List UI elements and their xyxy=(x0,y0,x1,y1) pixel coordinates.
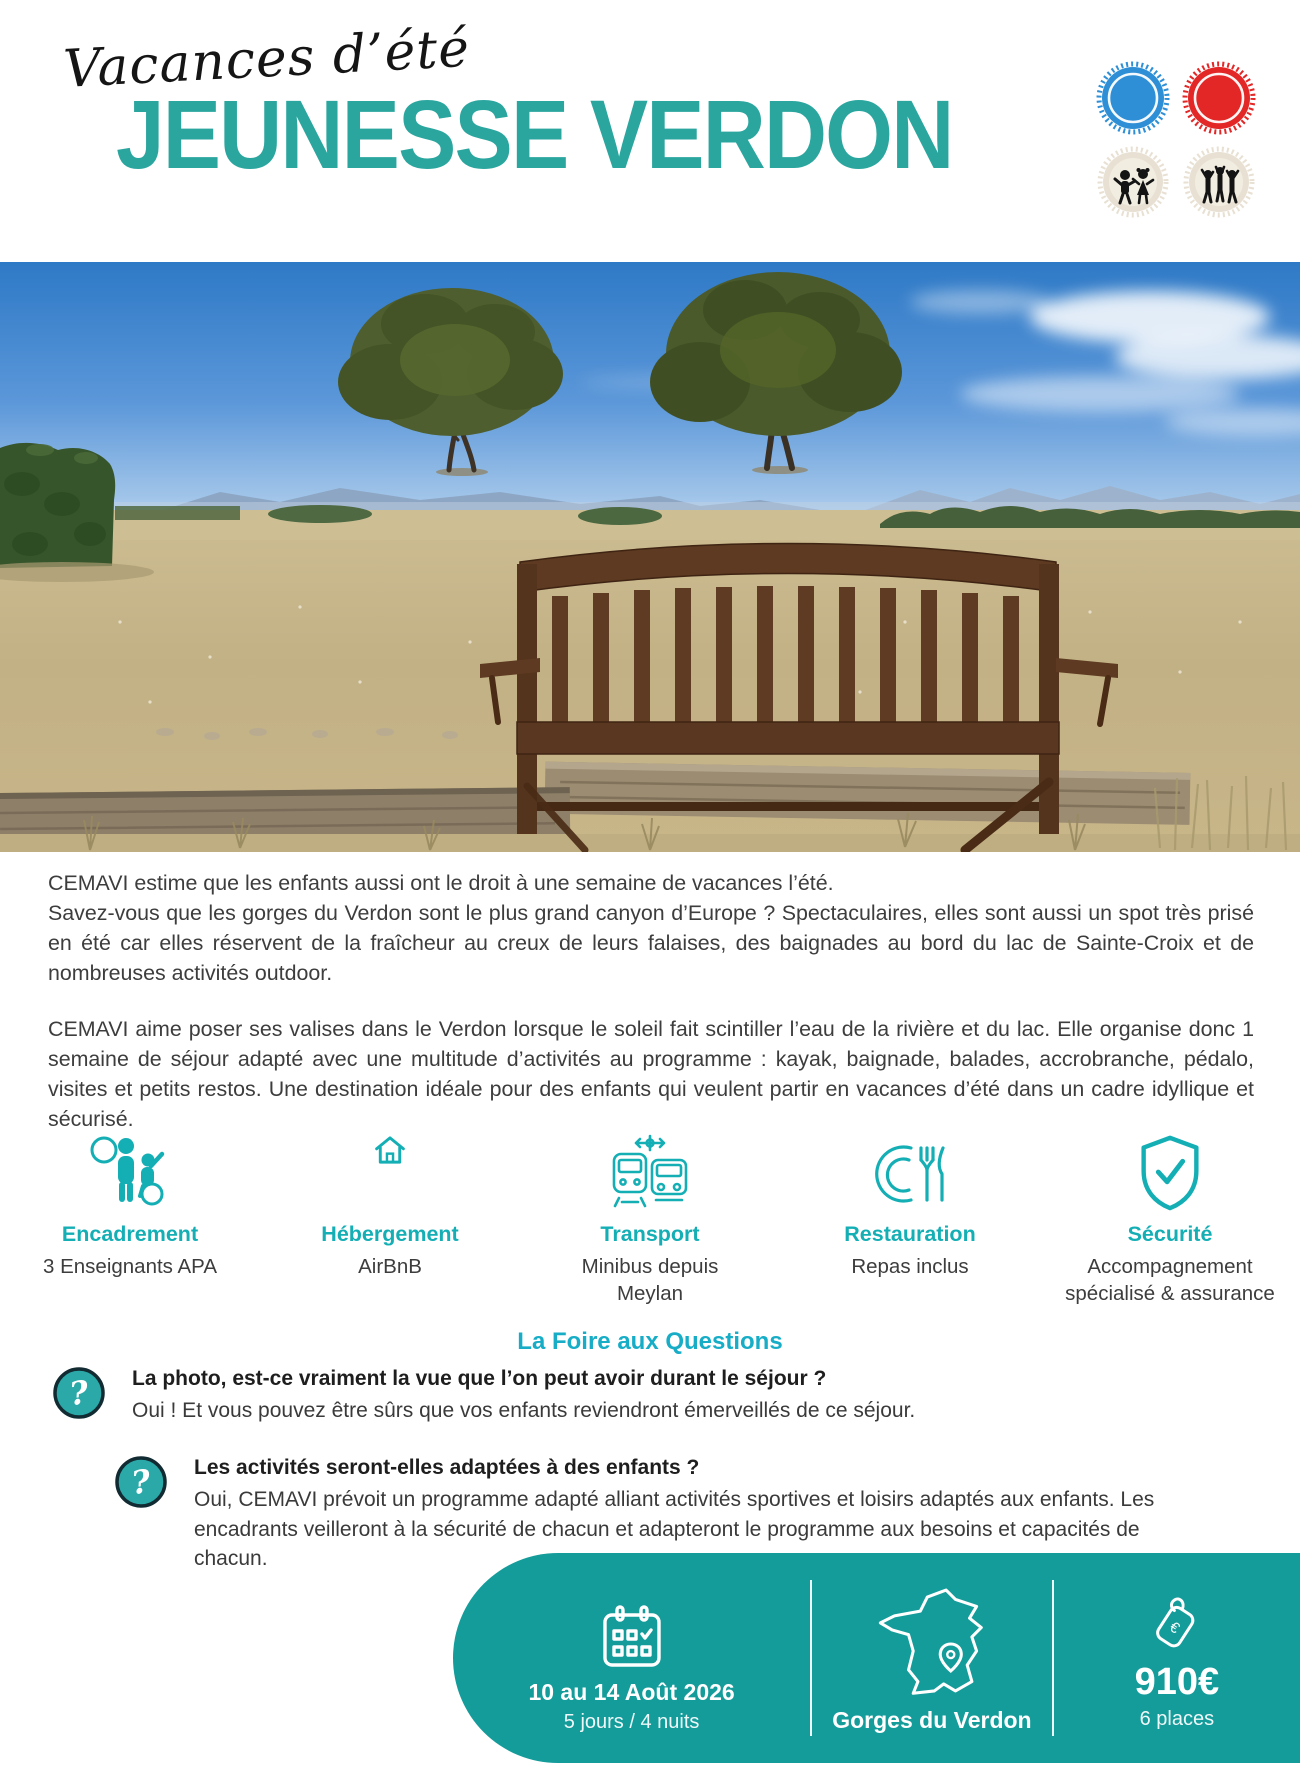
calendar-icon xyxy=(597,1603,667,1671)
intro-section xyxy=(48,868,1254,1134)
page-title: JEUNESSE VERDON xyxy=(116,80,953,189)
intro-line-1: CEMAVI estime que les enfants aussi ont le droit à une semaine de vacances l’été. xyxy=(48,871,834,895)
feature-title: Transport xyxy=(600,1222,700,1246)
location-label: Gorges du Verdon xyxy=(832,1707,1032,1733)
feature-detail: Accompagnement spécialisé & assurance xyxy=(1065,1255,1275,1306)
faq-item xyxy=(50,1363,1220,1426)
red-stamp-icon xyxy=(1178,58,1260,138)
banner-price xyxy=(1054,1553,1300,1763)
svg-text:?: ? xyxy=(129,1461,153,1503)
feature-title: Restauration xyxy=(844,1222,976,1246)
intro-line-2: Savez-vous que les gorges du Verdon sont le plus grand canyon d’Europe ? Spectaculaires, elles sont aussi un spot très prisé en été car elles réservent de la fraîcheur au creux de leurs falaises, des baignades au bord du lac de Sainte-Croix et de nombreuses activités outdoor. xyxy=(48,901,1254,985)
banner-location xyxy=(812,1553,1052,1763)
features-row xyxy=(0,1132,1300,1307)
feature-encadrement xyxy=(0,1132,260,1307)
kids-stamp-icon xyxy=(1092,142,1174,222)
question-icon xyxy=(50,1363,108,1423)
transport-icon xyxy=(606,1132,694,1212)
intro-paragraph-1 xyxy=(48,868,1254,988)
feature-title: Encadrement xyxy=(61,1222,199,1246)
intro-paragraph-2: CEMAVI aime poser ses valises dans le Verdon lorsque le soleil fait scintiller l’eau de la rivière et du lac. Elle organise donc 1 semaine de séjour adapté avec une multitude d’activités au programme : kayak, baignade, balades, accrobranche, pédalo, visites et petits restos. Une destination idéale pour des enfants qui veulent partir en vacances d’été dans un cadre idyllique et sécurisé. xyxy=(48,1017,1254,1131)
landscape-photo xyxy=(0,262,1300,852)
faq-answer: Oui ! Et vous pouvez être sûrs que vos enfants reviendront émerveillés de ce séjour. xyxy=(132,1399,916,1423)
meal-icon xyxy=(868,1132,952,1216)
info-banner xyxy=(453,1553,1300,1763)
feature-title: Sécurité xyxy=(1127,1222,1213,1246)
script-title: Vacances d’été xyxy=(62,18,472,100)
question-icon xyxy=(112,1452,170,1512)
svg-text:?: ? xyxy=(67,1372,91,1414)
header xyxy=(0,0,1300,262)
faq-question: La photo, est-ce vraiment la vue que l’on peut avoir durant le séjour ? xyxy=(132,1367,827,1390)
faq-title: La Foire aux Questions xyxy=(517,1328,783,1355)
house-icon xyxy=(373,1134,407,1166)
faq-answer: Oui, CEMAVI prévoit un programme adapté alliant activités sportives et loisirs adaptés aux enfants. Les encadrants veilleront à la sécurité de chacun et adapteront le programme aux besoins et capacités de chacun. xyxy=(194,1488,1155,1571)
chaperone-icon xyxy=(88,1132,172,1216)
blue-stamp-icon xyxy=(1092,58,1174,138)
price-label: 910€ xyxy=(1134,1661,1220,1703)
date-label: 10 au 14 Août 2026 xyxy=(528,1679,735,1705)
feature-detail: Repas inclus xyxy=(851,1255,969,1278)
banner-dates xyxy=(453,1553,810,1763)
feature-detail: 3 Enseignants APA xyxy=(43,1255,217,1278)
svg-text:€: € xyxy=(1166,1618,1183,1638)
price-tag-icon xyxy=(1146,1593,1208,1657)
feature-detail: Minibus depuis Meylan xyxy=(581,1255,719,1306)
duration-label: 5 jours / 4 nuits xyxy=(563,1711,700,1733)
places-label: 6 places xyxy=(1139,1708,1215,1730)
feature-detail: AirBnB xyxy=(358,1255,422,1278)
shield-check-icon xyxy=(1133,1132,1207,1214)
france-map-icon xyxy=(873,1583,991,1705)
feature-transport xyxy=(520,1132,780,1307)
feature-hebergement xyxy=(260,1132,520,1307)
teens-stamp-icon xyxy=(1178,142,1260,222)
feature-title: Hébergement xyxy=(321,1222,459,1246)
faq-question: Les activités seront-elles adaptées à des enfants ? xyxy=(194,1456,700,1479)
feature-securite xyxy=(1040,1132,1300,1307)
feature-restauration xyxy=(780,1132,1040,1307)
badge-group xyxy=(1092,58,1264,222)
